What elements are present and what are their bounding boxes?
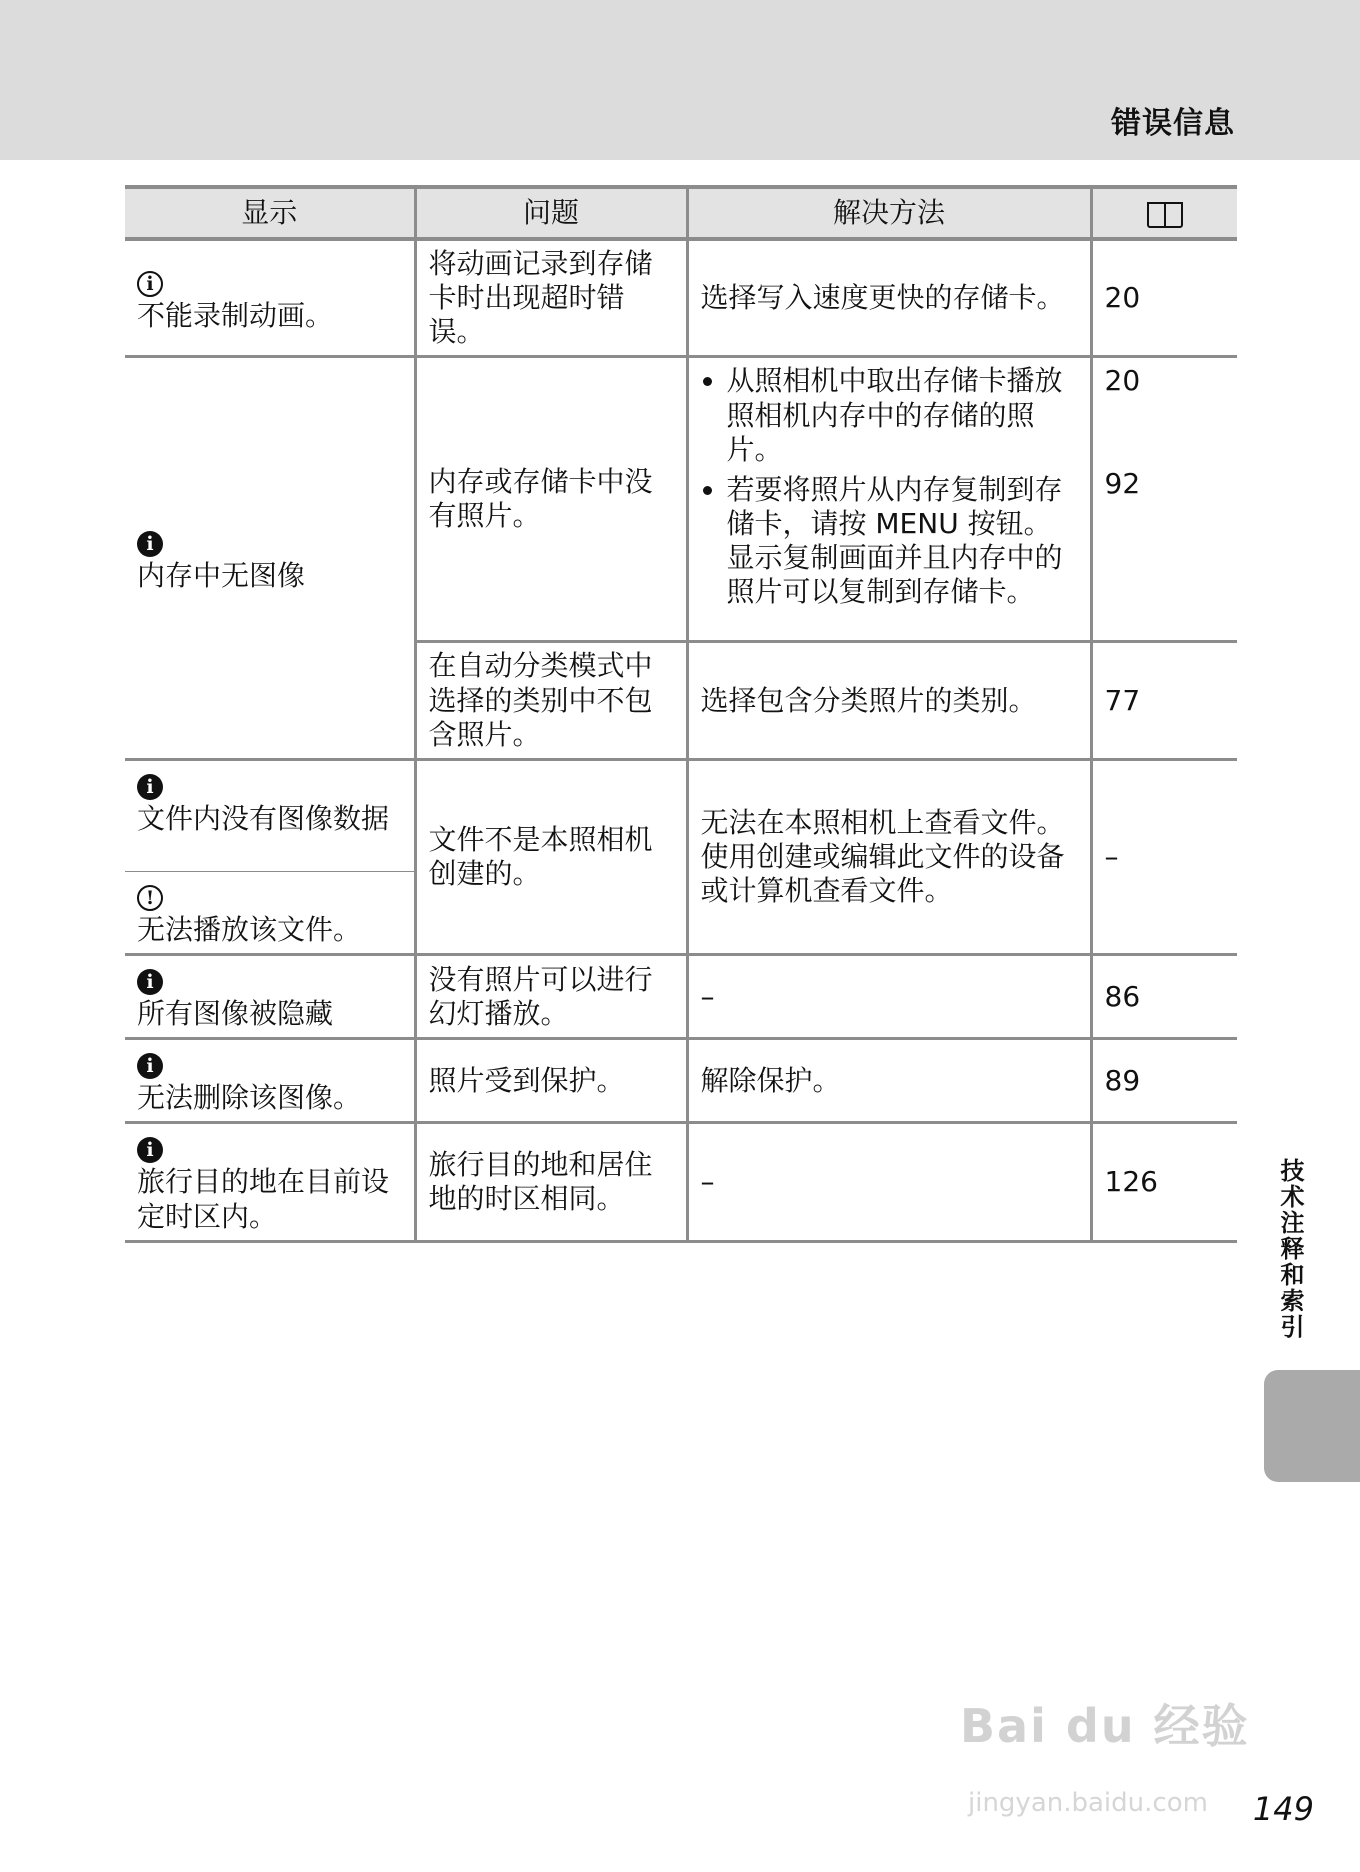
error-message-table [125,185,1237,1243]
watermark-logo: Bai du 经验 [960,1699,1250,1753]
info-icon: i [137,271,163,297]
problem-cell: 将动画记录到存储卡时出现超时错误。 [415,239,687,357]
page-title: 错误信息 [1111,106,1235,141]
page-ref-cell: 86 [1091,955,1237,1039]
display-cell [125,955,415,1039]
page-ref: 92 [1104,466,1141,500]
display-cell [125,1123,415,1241]
display-cell [125,759,415,871]
display-cell [125,1039,415,1123]
page-ref-cell: – [1091,759,1237,954]
problem-cell: 旅行目的地和居住地的时区相同。 [415,1123,687,1241]
info-icon: i [137,969,163,995]
display-text: 所有图像被隐藏 [137,997,334,1031]
display-text: 无法删除该图像。 [137,1081,362,1115]
header-solution: 解决方法 [687,187,1091,239]
display-text: 文件内没有图像数据 [137,801,390,835]
problem-cell: 照片受到保护。 [415,1039,687,1123]
display-text: 旅行目的地在目前设定时区内。 [137,1165,390,1233]
book-icon [1147,202,1183,226]
header-problem: 问题 [415,187,687,239]
info-icon: i [137,774,163,800]
section-tab [1264,1370,1360,1482]
problem-cell: 没有照片可以进行幻灯播放。 [415,955,687,1039]
display-cell [125,357,415,759]
header-page [1091,187,1237,239]
problem-cell: 文件不是本照相机创建的。 [415,759,687,954]
display-text: 不能录制动画。 [137,298,334,332]
header-display: 显示 [125,187,415,239]
problem-cell: 在自动分类模式中选择的类别中不包含照片。 [415,642,687,759]
solution-cell: 选择包含分类照片的类别。 [687,642,1091,759]
table-header-row [125,187,1237,239]
solution-cell [687,357,1091,642]
page-ref-cell: 126 [1091,1123,1237,1241]
solution-cell: – [687,1123,1091,1241]
page-ref-cell: 89 [1091,1039,1237,1123]
list-item: • 若要将照片从内存复制到存储卡，请按 MENU 按钮。显示复制画面并且内存中的照片可以复制到存储卡。 [727,473,1078,610]
display-cell [125,871,415,954]
table-row [125,955,1237,1039]
solution-cell: 选择写入速度更快的存储卡。 [687,239,1091,357]
table-row [125,239,1237,357]
display-text: 内存中无图像 [137,558,306,592]
info-icon: i [137,531,163,557]
page-ref-cell: 77 [1091,642,1237,759]
solution-cell: – [687,955,1091,1039]
info-icon: i [137,1053,163,1079]
info-icon: i [137,1137,163,1163]
table-row [125,1123,1237,1241]
table-row [125,1039,1237,1123]
solution-list [701,364,1078,609]
table-row [125,357,1237,642]
solution-cell: 无法在本照相机上查看文件。使用创建或编辑此文件的设备或计算机查看文件。 [687,759,1091,954]
solution-cell: 解除保护。 [687,1039,1091,1123]
page-number: 149 [1252,1790,1314,1828]
warning-icon: ! [137,885,163,911]
page-ref-cell: 20 [1091,239,1237,357]
page-ref-cell [1091,357,1237,642]
section-side-label: 技术注释和索引 [1276,1158,1304,1340]
display-cell [125,239,415,357]
table-row [125,759,1237,871]
page-ref: 20 [1104,364,1141,398]
list-item: • 从照相机中取出存储卡播放照相机内存中的存储的照片。 [727,364,1078,466]
display-text: 无法播放该文件。 [137,912,362,946]
problem-cell: 内存或存储卡中没有照片。 [415,357,687,642]
watermark-url: jingyan.baidu.com [968,1788,1208,1818]
